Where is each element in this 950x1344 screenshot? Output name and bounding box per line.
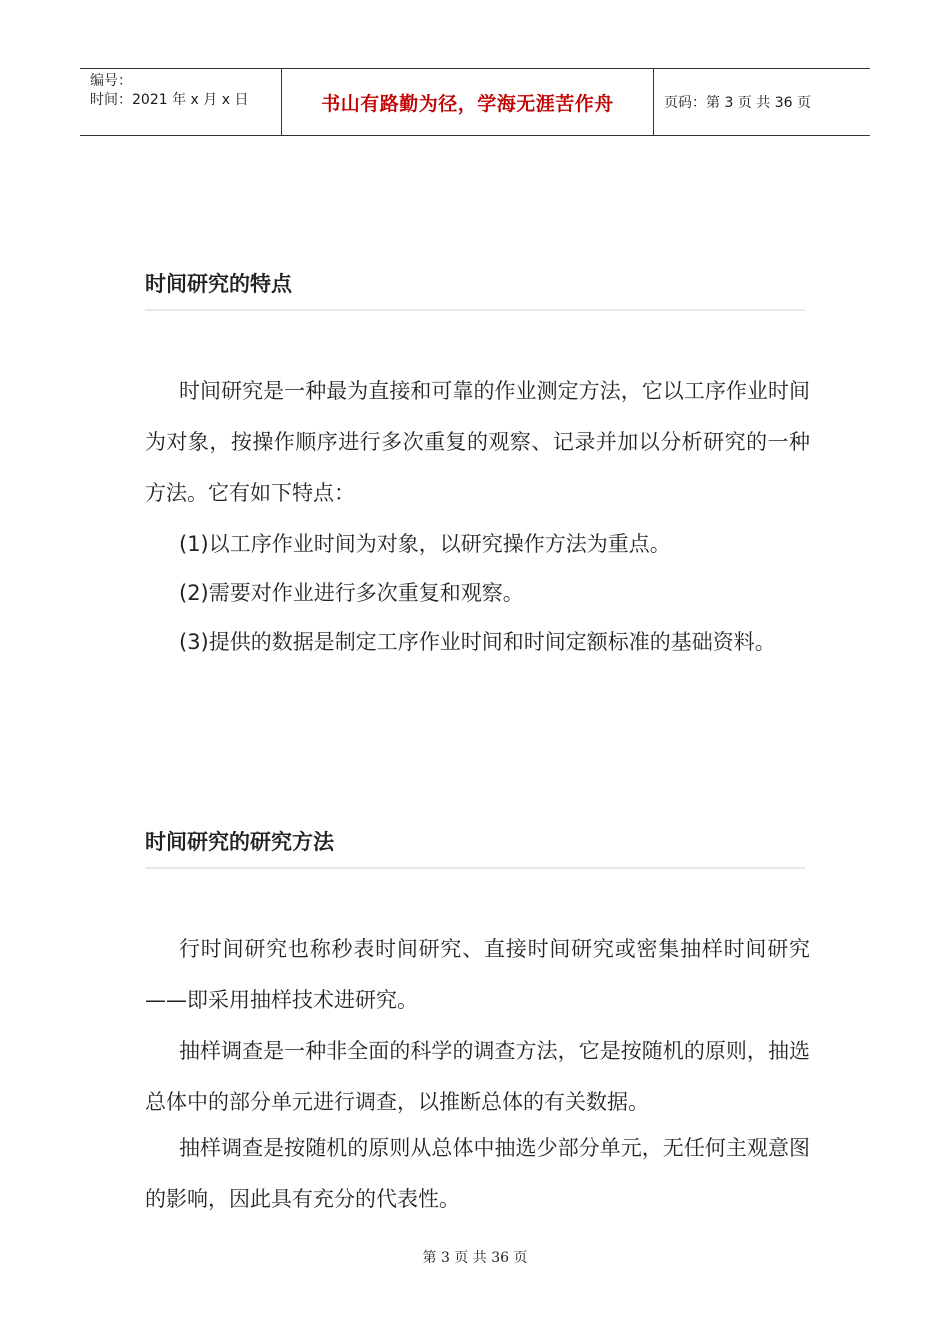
list-item-point-1: (1)以工序作业时间为对象，以研究操作方法为重点。 [179,532,671,556]
time-label: 时间：2021 年 x 月 x 日 [90,92,249,108]
header-page-info: 页码：第 3 页 共 36 页 [664,95,811,111]
section-title-methods: 时间研究的研究方法 [145,826,805,869]
list-item-point-2: (2)需要对作业进行多次重复和观察。 [179,581,524,605]
header-table [80,68,870,136]
section-title-features: 时间研究的特点 [145,268,805,311]
serial-label: 编号： [90,73,132,89]
paragraph-method-2: 抽样调查是一种非全面的科学的调查方法，它是按随机的原则，抽选总体中的部分单元进行调查，以推断总体的有关数据。 [145,1039,810,1114]
paragraph-method-3: 抽样调查是按随机的原则从总体中抽选少部分单元，无任何主观意图的影响，因此具有充分的代表性。 [145,1136,810,1211]
footer-page-number: 第 3 页 共 36 页 [422,1250,528,1266]
header-meta-cell [80,69,281,135]
header-motto: 书山有路勤为径，学海无涯苦作舟 [281,69,654,135]
list-item-point-3: (3)提供的数据是制定工序作业时间和时间定额标准的基础资料。 [179,630,776,654]
paragraph-intro: 时间研究是一种最为直接和可靠的作业测定方法，它以工序作业时间为对象，按操作顺序进行多次重复的观察、记录并加以分析研究的一种方法。它有如下特点： [145,379,810,505]
paragraph-method-1: 行时间研究也称秒表时间研究、直接时间研究或密集抽样时间研究——即采用抽样技术进研究。 [145,937,810,1012]
